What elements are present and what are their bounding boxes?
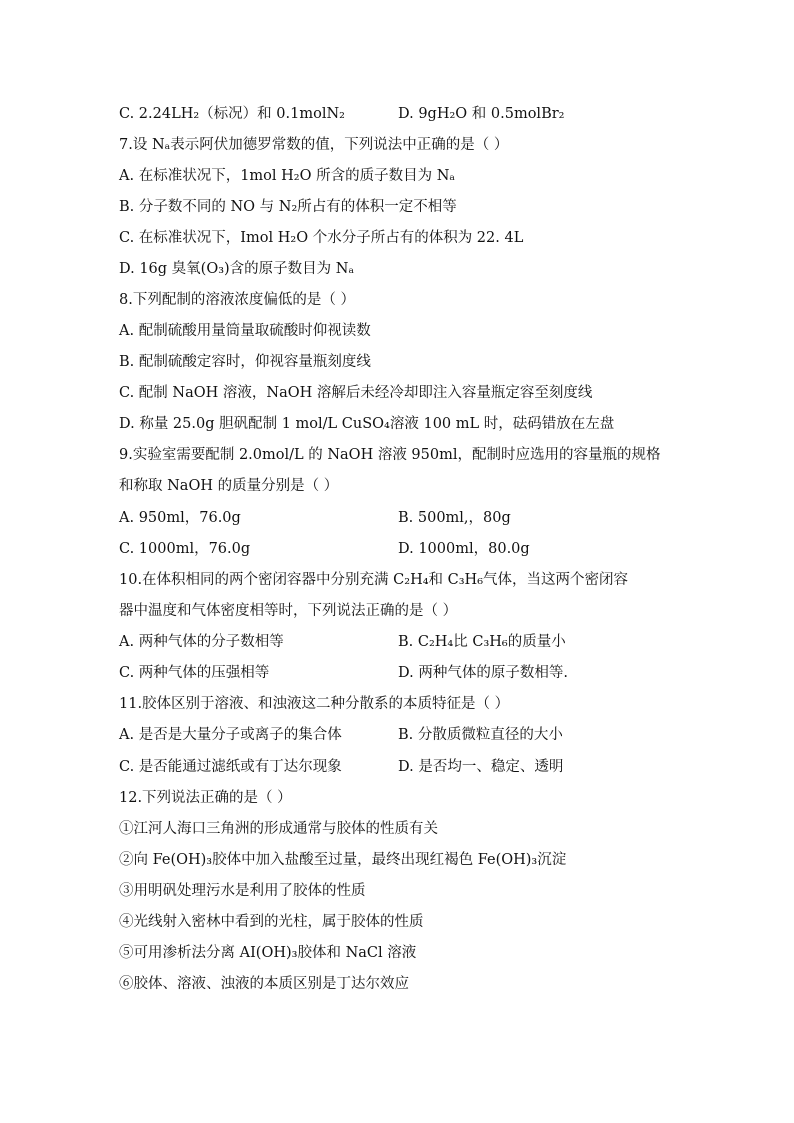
option-line: A. 两种气体的分子数相等 bbox=[119, 634, 284, 650]
question-stem: 器中温度和气体密度相等时，下列说法正确的是（ ） bbox=[119, 603, 458, 619]
statement-line: ①江河人海口三角洲的形成通常与胶体的性质有关 bbox=[119, 821, 438, 837]
option-line: B. 500ml,，80g bbox=[398, 510, 511, 526]
option-line: D. 是否均一、稳定、透明 bbox=[398, 759, 564, 775]
option-line: C. 1000ml，76.0g bbox=[119, 541, 251, 557]
statement-line: ⑤可用渗析法分离 AI(OH)₃胶体和 NaCl 溶液 bbox=[119, 945, 417, 961]
statement-line: ②向 Fe(OH)₃胶体中加入盐酸至过量，最终出现红褐色 Fe(OH)₃沉淀 bbox=[119, 852, 567, 868]
question-stem: 8.下列配制的溶液浓度偏低的是（ ） bbox=[119, 292, 355, 308]
option-line: D. 16g 臭氧(O₃)含的原子数目为 Nₐ bbox=[119, 261, 355, 277]
option-line: C. 两种气体的压强相等 bbox=[119, 665, 270, 681]
question-stem: 11.胶体区别于溶液、和浊液这二种分散系的本质特征是（ ） bbox=[119, 696, 510, 712]
question-stem: 12.下列说法正确的是（ ） bbox=[119, 790, 292, 806]
option-line: C. 配制 NaOH 溶液，NaOH 溶解后未经冷却即注入容量瓶定容至刻度线 bbox=[119, 385, 593, 401]
option-line: A. 在标准状况下，1mol H₂O 所含的质子数目为 Nₐ bbox=[119, 168, 455, 184]
option-line: D. 称量 25.0g 胆矾配制 1 mol/L CuSO₄溶液 100 mL 时，砝码错放在左盘 bbox=[119, 416, 615, 432]
option-line: C. 在标准状况下，Imol H₂O 个水分子所占有的体积为 22. 4L bbox=[119, 230, 524, 246]
option-line: B. 分散质微粒直径的大小 bbox=[398, 727, 563, 743]
option-line: B. C₂H₄比 C₃H₆的质量小 bbox=[398, 634, 566, 650]
option-line: A. 是否是大量分子或离子的集合体 bbox=[119, 727, 342, 743]
option-line: D. 两种气体的原子数相等. bbox=[398, 665, 568, 681]
option-line: D. 1000ml，80.0g bbox=[398, 541, 530, 557]
option-line: B. 配制硫酸定容时，仰视容量瓶刻度线 bbox=[119, 354, 371, 370]
option-line: D. 9gH₂O 和 0.5molBr₂ bbox=[398, 106, 565, 122]
statement-line: ④光线射入密林中看到的光柱，属于胶体的性质 bbox=[119, 914, 424, 930]
question-stem: 和称取 NaOH 的质量分别是（ ） bbox=[119, 478, 339, 494]
option-line: A. 配制硫酸用量筒量取硫酸时仰视读数 bbox=[119, 323, 371, 339]
question-stem: 9.实验室需要配制 2.0mol/L 的 NaOH 溶液 950ml，配制时应选用的容量瓶的规格 bbox=[119, 447, 661, 463]
option-line: A. 950ml，76.0g bbox=[119, 510, 241, 526]
question-stem: 10.在体积相同的两个密闭容器中分别充满 C₂H₄和 C₃H₆气体，当这两个密闭容 bbox=[119, 572, 629, 588]
statement-line: ③用明矾处理污水是利用了胶体的性质 bbox=[119, 883, 366, 899]
option-line: C. 是否能通过滤纸或有丁达尔现象 bbox=[119, 759, 342, 775]
option-line: B. 分子数不同的 NO 与 N₂所占有的体积一定不相等 bbox=[119, 199, 457, 215]
question-stem: 7.设 Nₐ表示阿伏加德罗常数的值，下列说法中正确的是（ ） bbox=[119, 137, 509, 153]
option-line: C. 2.24LH₂（标况）和 0.1molN₂ bbox=[119, 106, 345, 122]
statement-line: ⑥胶体、溶液、浊液的本质区别是丁达尔效应 bbox=[119, 976, 409, 992]
